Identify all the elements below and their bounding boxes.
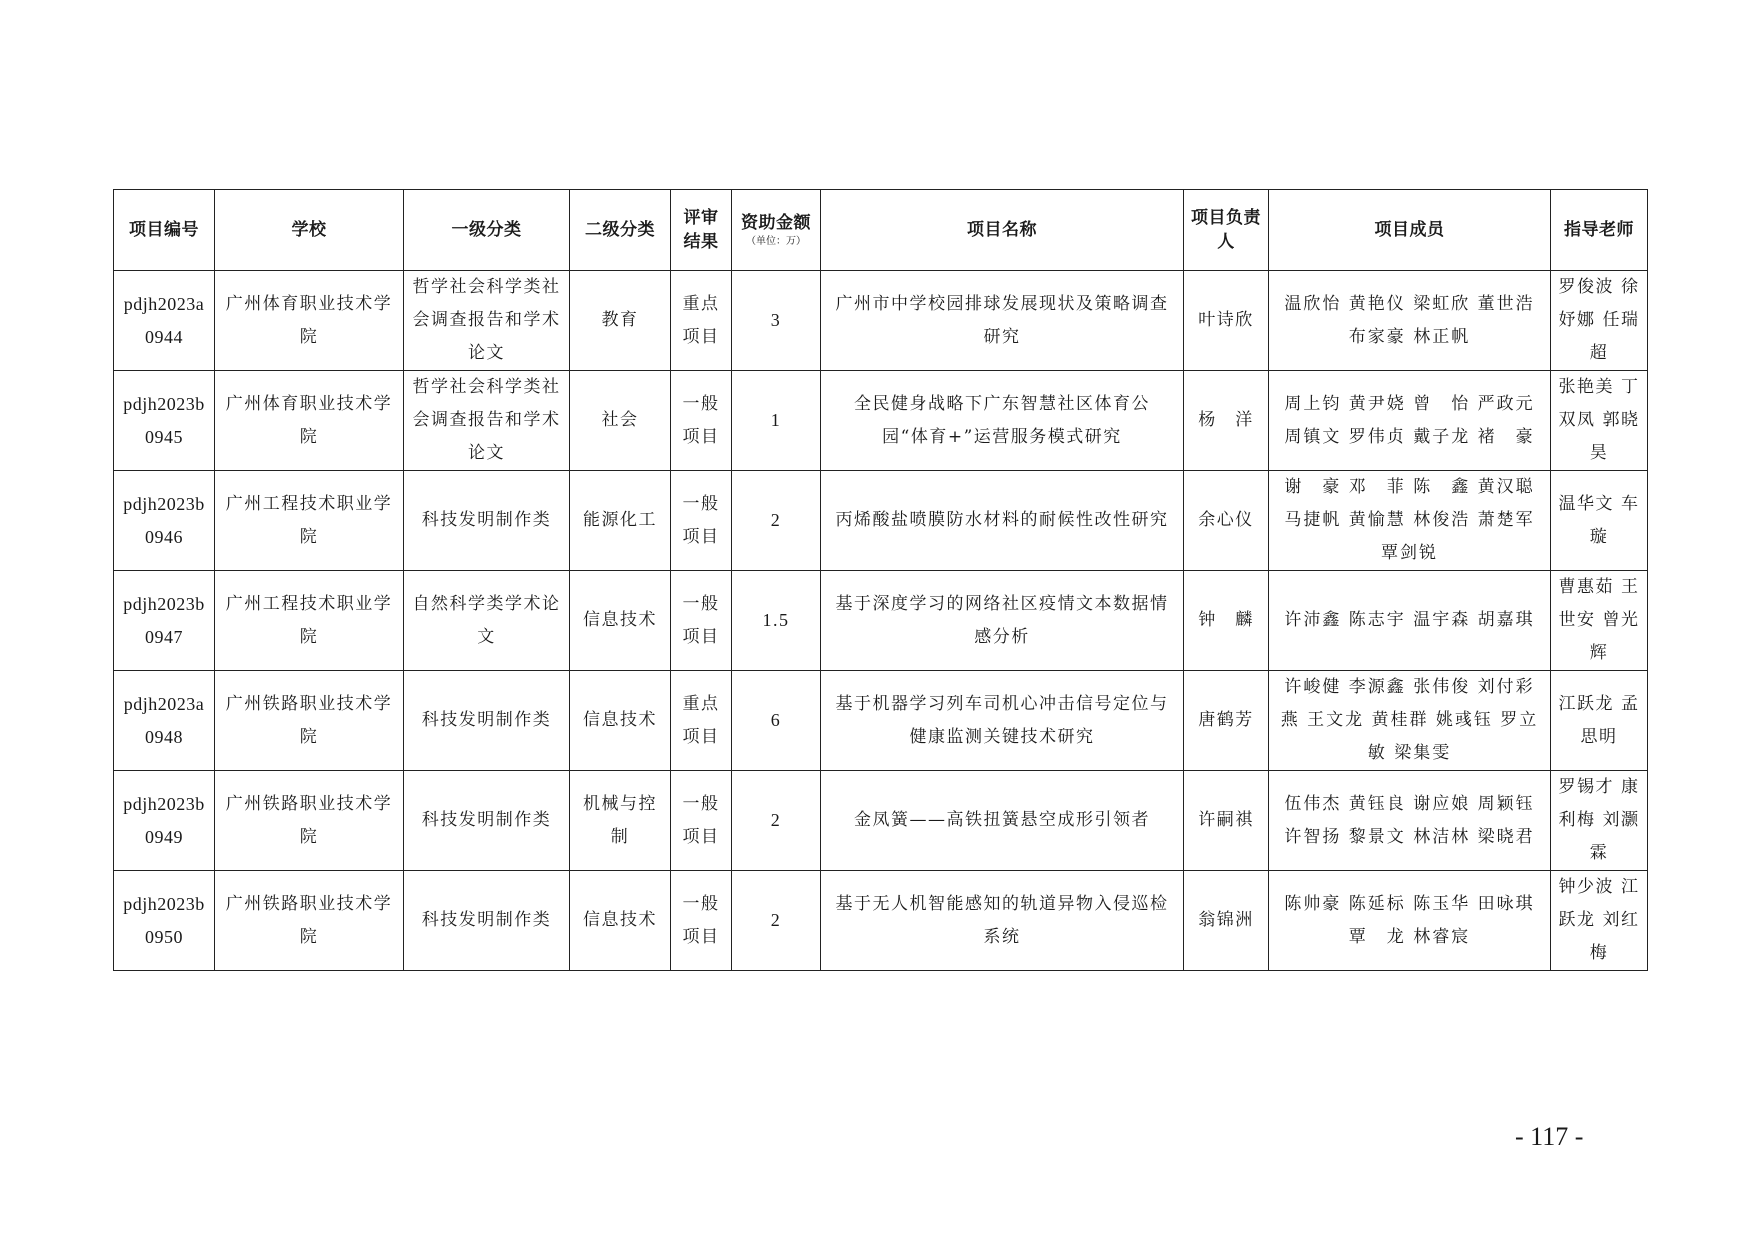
table-row (114, 371, 1648, 471)
cell-project-name: 丙烯酸盐喷膜防水材料的耐候性改性研究 (821, 471, 1184, 571)
cell-leader: 许嗣祺 (1184, 771, 1269, 871)
cell-category1: 自然科学类学术论文 (404, 571, 570, 671)
header-category2: 二级分类 (570, 190, 671, 271)
cell-project-name: 基于深度学习的网络社区疫情文本数据情感分析 (821, 571, 1184, 671)
cell-result: 一般项目 (671, 471, 732, 571)
cell-code: pdjh2023b0947 (114, 571, 215, 671)
cell-members: 许峻健 李源鑫 张伟俊 刘付彩燕 王文龙 黄桂群 姚彧钰 罗立敏 梁集雯 (1269, 671, 1551, 771)
cell-school: 广州铁路职业技术学院 (215, 671, 404, 771)
cell-category1: 科技发明制作类 (404, 471, 570, 571)
cell-amount: 1.5 (732, 571, 821, 671)
cell-advisor: 钟少波 江跃龙 刘红梅 (1551, 871, 1648, 971)
cell-leader: 翁锦洲 (1184, 871, 1269, 971)
project-table (113, 189, 1658, 971)
cell-category2: 社会 (570, 371, 671, 471)
cell-result: 重点项目 (671, 671, 732, 771)
table-row (114, 871, 1648, 971)
cell-result: 一般项目 (671, 871, 732, 971)
cell-project-name: 基于机器学习列车司机心冲击信号定位与健康监测关键技术研究 (821, 671, 1184, 771)
cell-advisor: 罗俊波 徐妤娜 任瑞超 (1551, 271, 1648, 371)
cell-result: 一般项目 (671, 571, 732, 671)
cell-project-name: 金凤簧——高铁扭簧悬空成形引领者 (821, 771, 1184, 871)
cell-members: 温欣怡 黄艳仪 梁虹欣 董世浩 布家豪 林正帆 (1269, 271, 1551, 371)
cell-leader: 余心仪 (1184, 471, 1269, 571)
cell-advisor: 江跃龙 孟思明 (1551, 671, 1648, 771)
cell-advisor: 温华文 车 璇 (1551, 471, 1648, 571)
cell-school: 广州工程技术职业学院 (215, 571, 404, 671)
cell-code: pdjh2023a0944 (114, 271, 215, 371)
cell-members: 周上钧 黄尹娆 曾 怡 严政元 周镇文 罗伟贞 戴子龙 褚 豪 (1269, 371, 1551, 471)
cell-code: pdjh2023b0946 (114, 471, 215, 571)
cell-leader: 叶诗欣 (1184, 271, 1269, 371)
cell-category1: 哲学社会科学类社会调查报告和学术论文 (404, 271, 570, 371)
cell-result: 一般项目 (671, 371, 732, 471)
cell-amount: 2 (732, 871, 821, 971)
cell-school: 广州体育职业技术学院 (215, 371, 404, 471)
cell-code: pdjh2023b0950 (114, 871, 215, 971)
cell-members: 许沛鑫 陈志宇 温宇森 胡嘉琪 (1269, 571, 1551, 671)
header-advisor: 指导老师 (1551, 190, 1648, 271)
cell-project-name: 全民健身战略下广东智慧社区体育公园“体育+”运营服务模式研究 (821, 371, 1184, 471)
cell-members: 陈帅豪 陈延标 陈玉华 田咏琪 覃 龙 林睿宸 (1269, 871, 1551, 971)
cell-code: pdjh2023a0948 (114, 671, 215, 771)
table-row (114, 471, 1648, 571)
cell-category1: 科技发明制作类 (404, 671, 570, 771)
cell-category2: 机械与控制 (570, 771, 671, 871)
cell-amount: 2 (732, 771, 821, 871)
cell-amount: 2 (732, 471, 821, 571)
header-members: 项目成员 (1269, 190, 1551, 271)
cell-code: pdjh2023b0949 (114, 771, 215, 871)
cell-advisor: 罗锡才 康利梅 刘灏霖 (1551, 771, 1648, 871)
cell-amount: 1 (732, 371, 821, 471)
cell-leader: 钟 麟 (1184, 571, 1269, 671)
table-row (114, 571, 1648, 671)
cell-amount: 3 (732, 271, 821, 371)
header-amount-unit: （单位：万） (746, 236, 806, 247)
cell-code: pdjh2023b0945 (114, 371, 215, 471)
cell-category2: 信息技术 (570, 671, 671, 771)
header-amount (732, 190, 821, 271)
cell-school: 广州铁路职业技术学院 (215, 871, 404, 971)
cell-result: 一般项目 (671, 771, 732, 871)
header-amount-label: 资助金额 (741, 213, 811, 233)
cell-category1: 科技发明制作类 (404, 771, 570, 871)
header-code: 项目编号 (114, 190, 215, 271)
header-category1: 一级分类 (404, 190, 570, 271)
header-school: 学校 (215, 190, 404, 271)
table-header-row (114, 190, 1648, 271)
page-number: - 117 - (1515, 1122, 1584, 1151)
header-leader: 项目负责人 (1184, 190, 1269, 271)
cell-category2: 能源化工 (570, 471, 671, 571)
cell-advisor: 曹惠茹 王世安 曾光辉 (1551, 571, 1648, 671)
table-row (114, 271, 1648, 371)
cell-project-name: 广州市中学校园排球发展现状及策略调查研究 (821, 271, 1184, 371)
cell-school: 广州体育职业技术学院 (215, 271, 404, 371)
cell-members: 谢 豪 邓 菲 陈 鑫 黄汉聪 马捷帆 黄愉慧 林俊浩 萧楚军 覃剑锐 (1269, 471, 1551, 571)
cell-category1: 科技发明制作类 (404, 871, 570, 971)
cell-category2: 教育 (570, 271, 671, 371)
cell-leader: 杨 洋 (1184, 371, 1269, 471)
cell-advisor: 张艳美 丁双凤 郭晓昊 (1551, 371, 1648, 471)
cell-result: 重点项目 (671, 271, 732, 371)
header-result: 评审结果 (671, 190, 732, 271)
table-row (114, 771, 1648, 871)
cell-project-name: 基于无人机智能感知的轨道异物入侵巡检系统 (821, 871, 1184, 971)
cell-school: 广州铁路职业技术学院 (215, 771, 404, 871)
cell-members: 伍伟杰 黄钰良 谢应娘 周颖钰 许智扬 黎景文 林洁林 梁晓君 (1269, 771, 1551, 871)
table-row (114, 671, 1648, 771)
cell-school: 广州工程技术职业学院 (215, 471, 404, 571)
cell-category1: 哲学社会科学类社会调查报告和学术论文 (404, 371, 570, 471)
cell-leader: 唐鹤芳 (1184, 671, 1269, 771)
cell-amount: 6 (732, 671, 821, 771)
header-project-name: 项目名称 (821, 190, 1184, 271)
cell-category2: 信息技术 (570, 571, 671, 671)
cell-category2: 信息技术 (570, 871, 671, 971)
